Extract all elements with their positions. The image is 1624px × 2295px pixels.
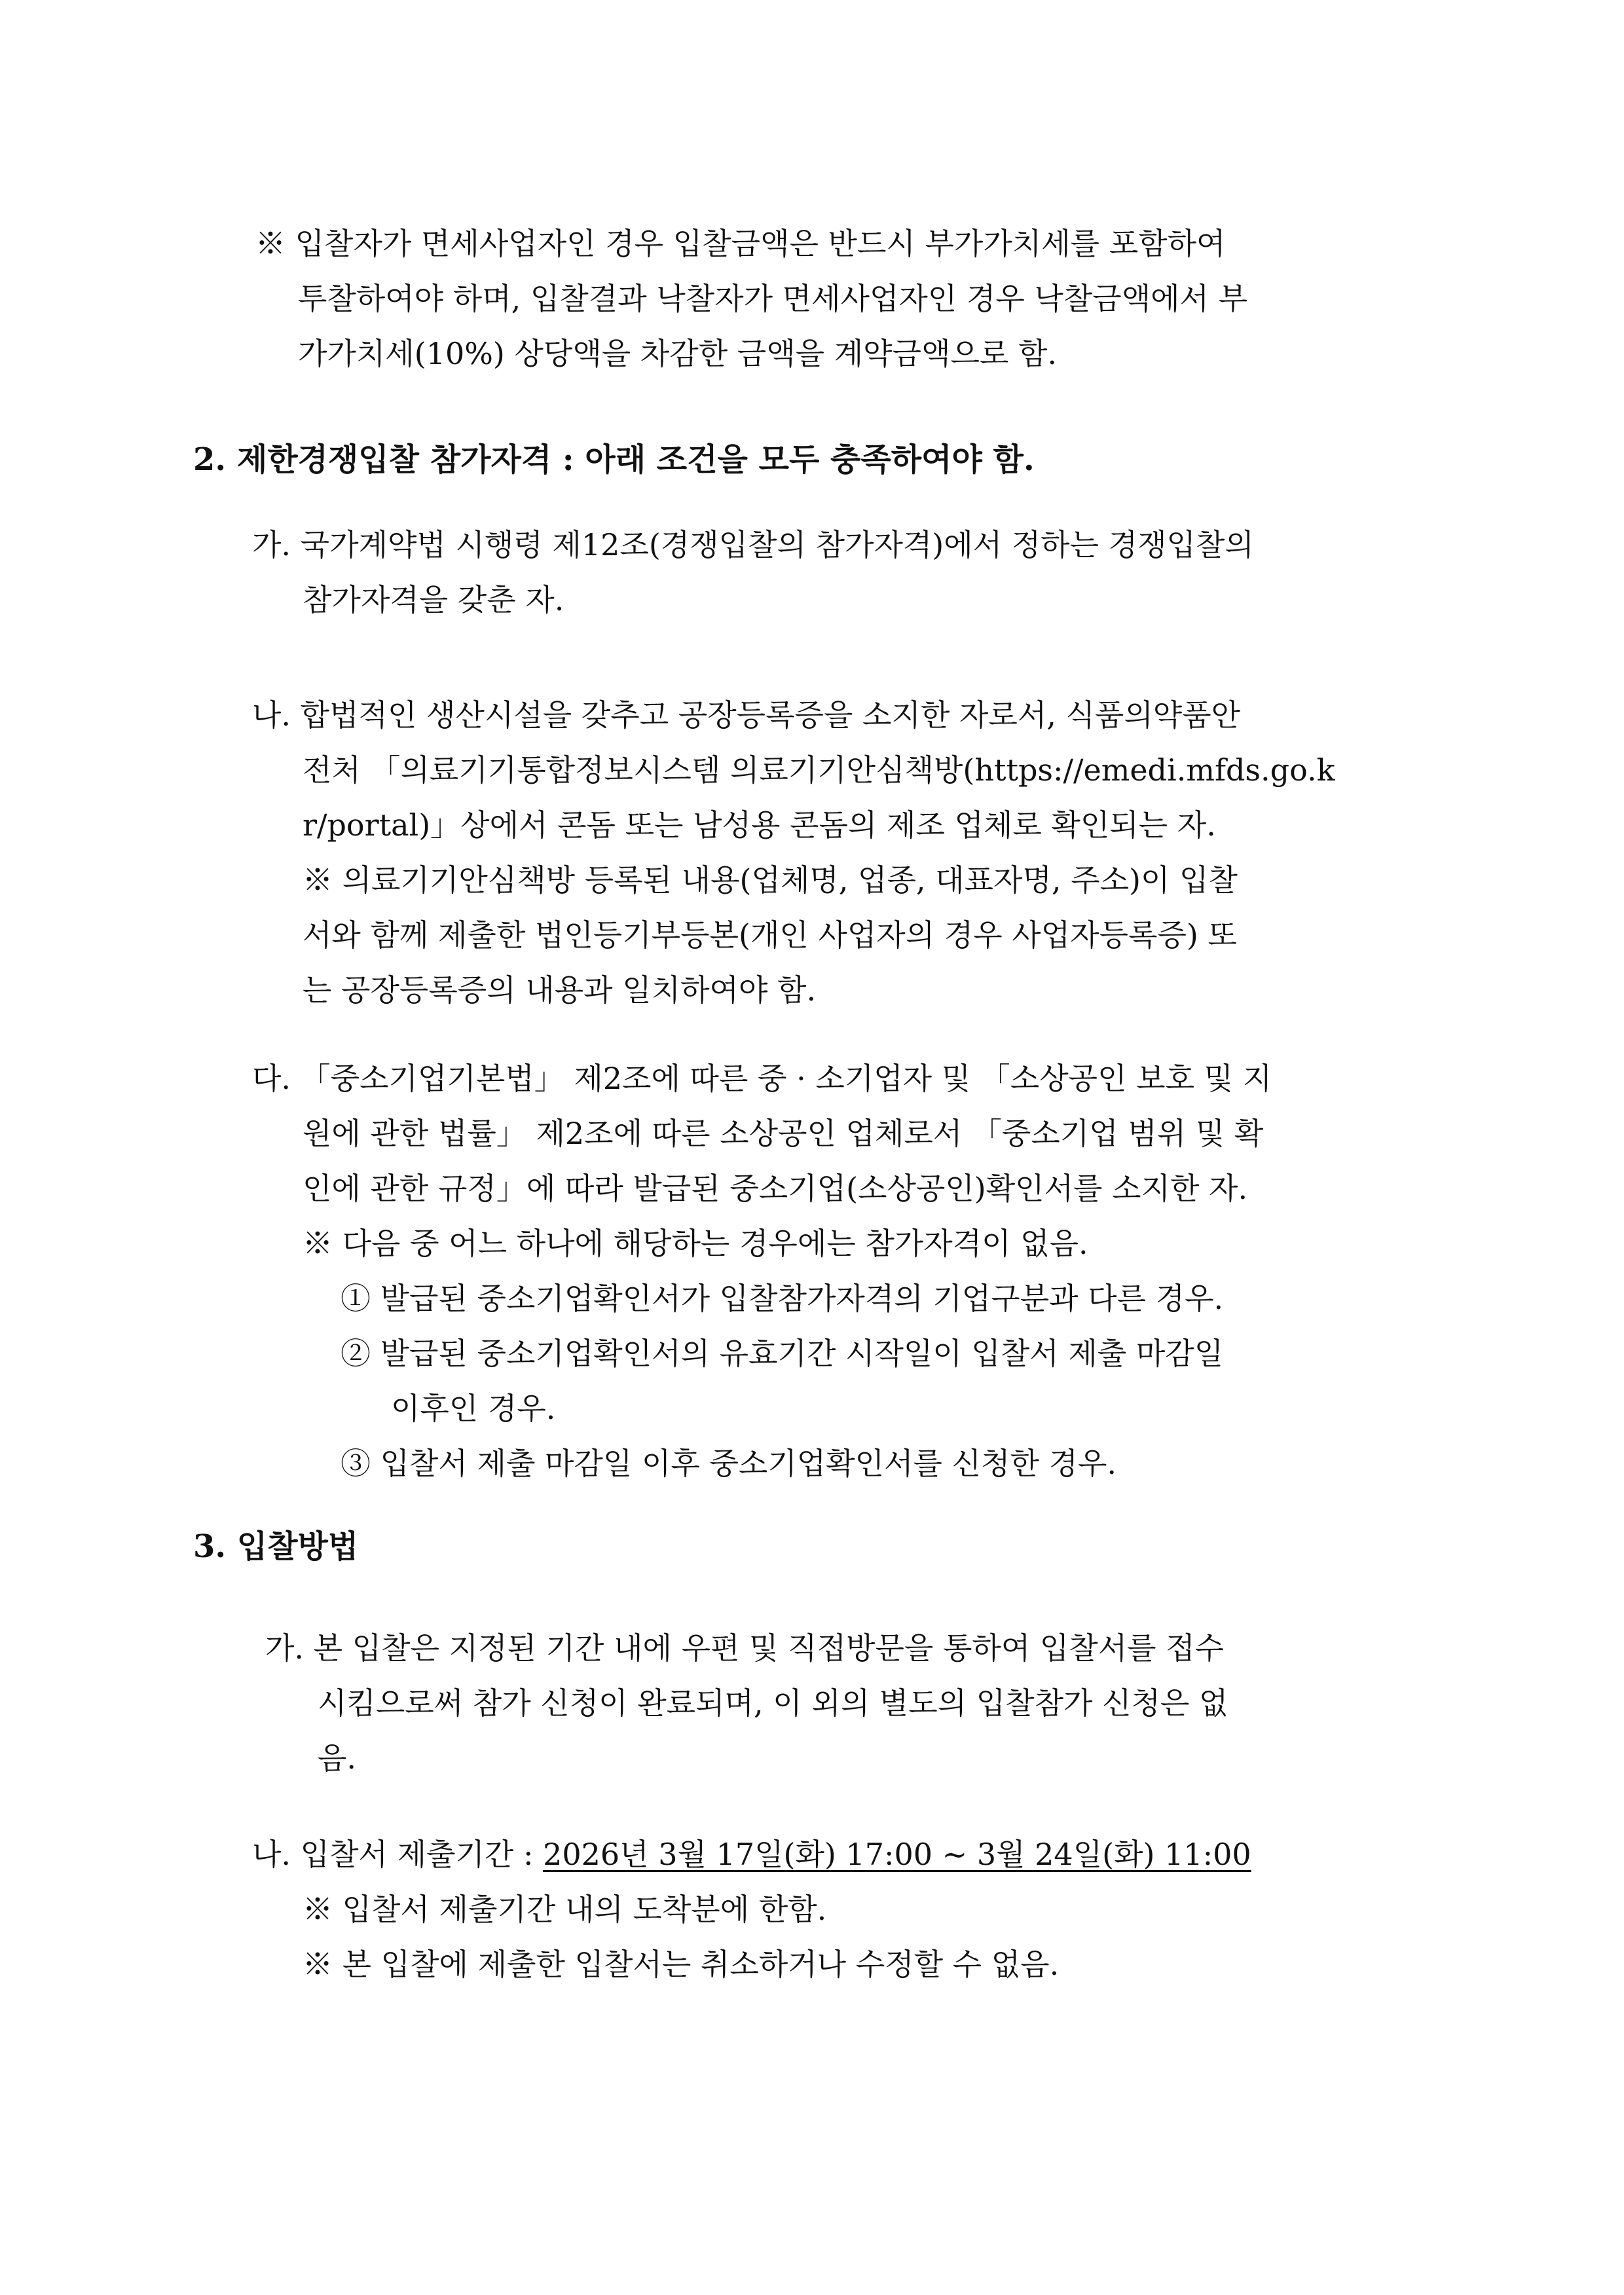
vat-note (255, 216, 1225, 271)
item-note-line: ※ 의료기기안심책방 등록된 내용(업체명, 업종, 대표자명, 주소)이 입찰 (303, 862, 1238, 898)
item-line: 가. 국가계약법 시행령 제12조(경쟁입찰의 참가자격)에서 정하는 경쟁입찰의 (252, 527, 1254, 562)
section-3-heading: 3. 입찰방법 (193, 1528, 359, 1565)
section-3-item-na (252, 1827, 1251, 1882)
section-2-item-da-continued (303, 1106, 1263, 1271)
section-2-item-ga (252, 517, 1254, 572)
item-line: 원에 관한 법률」 제2조에 따른 소상공인 업체로서 「중소기업 범위 및 확 (303, 1116, 1264, 1151)
item-line: 가. 본 입찰은 지정된 기간 내에 우편 및 직접방문을 통하여 입찰서를 접수 (265, 1630, 1225, 1666)
section-2-item-da (252, 1051, 1272, 1106)
section-3-item-ga (265, 1621, 1224, 1676)
item-line: 나. 합법적인 생산시설을 갖추고 공장등록증을 소지한 자로서, 식품의약품안 (252, 697, 1241, 733)
section-2-item-na (252, 688, 1240, 743)
section-2-item-da-subitems (341, 1271, 1223, 1381)
item-line: 인에 관한 규정」에 따라 발급된 중소기업(소상공인)확인서를 소지한 자. (303, 1171, 1248, 1206)
item-line: 참가자격을 갖춘 자. (303, 582, 564, 617)
item-line: 다. 「중소기업기본법」 제2조에 따른 중 · 소기업자 및 「소상공인 보호 및 지 (252, 1061, 1272, 1096)
section-2-item-da-subitem-continued (391, 1381, 555, 1436)
submission-period-value: 2026년 3월 17일(화) 17:00 ~ 3월 24일(화) 11:00 (543, 1837, 1251, 1872)
item-note-line: ※ 본 입찰에 제출한 입찰서는 취소하거나 수정할 수 없음. (303, 1947, 1060, 1982)
item-note-line: ※ 다음 중 어느 하나에 해당하는 경우에는 참가자격이 없음. (303, 1226, 1088, 1261)
section-3-item-na-notes (303, 1882, 1059, 1992)
item-note-line: ※ 입찰서 제출기간 내의 도착분에 한함. (303, 1892, 827, 1927)
item-line: 시킴으로써 참가 신청이 완료되며, 이 외의 별도의 입찰참가 신청은 없 (318, 1685, 1228, 1721)
item-line: 전처 「의료기기통합정보시스템 의료기기안심책방(https://emedi.mfds.go.k (303, 752, 1335, 788)
subitem-line: ③ 입찰서 제출 마감일 이후 중소기업확인서를 신청한 경우. (341, 1446, 1117, 1481)
vat-note-line: 투찰하여야 하며, 입찰결과 낙찰자가 면세사업자인 경우 낙찰금액에서 부 (298, 281, 1248, 316)
item-line: r/portal)」상에서 콘돔 또는 남성용 콘돔의 제조 업체로 확인되는 자. (303, 807, 1216, 843)
vat-note-line: 가가치세(10%) 상당액을 차감한 금액을 계약금액으로 함. (298, 336, 1058, 371)
section-2-heading: 2. 제한경쟁입찰 참가자격 : 아래 조건을 모두 충족하여야 함. (193, 441, 1035, 478)
submission-period-label: 나. 입찰서 제출기간 : (252, 1837, 544, 1872)
item-note-line: 서와 함께 제출한 법인등기부등본(개인 사업자의 경우 사업자등록증) 또 (303, 917, 1237, 953)
section-2-item-na-continued (303, 743, 1335, 1018)
item-line: 음. (318, 1740, 357, 1776)
item-note-line: 는 공장등록증의 내용과 일치하여야 함. (303, 972, 817, 1008)
section-2-item-da-subitem-3 (341, 1436, 1116, 1491)
subitem-line: 이후인 경우. (391, 1391, 556, 1426)
vat-note-line: ※ 입찰자가 면세사업자인 경우 입찰금액은 반드시 부가가치세를 포함하여 (255, 226, 1226, 261)
section-2-item-ga-continued (303, 572, 564, 627)
subitem-line: ② 발급된 중소기업확인서의 유효기간 시작일이 입찰서 제출 마감일 (341, 1336, 1224, 1371)
vat-note-continued (298, 271, 1247, 381)
submission-period-line (252, 1827, 1251, 1882)
section-3-item-ga-continued (318, 1676, 1228, 1786)
subitem-line: ① 발급된 중소기업확인서가 입찰참가자격의 기업구분과 다른 경우. (341, 1281, 1224, 1316)
